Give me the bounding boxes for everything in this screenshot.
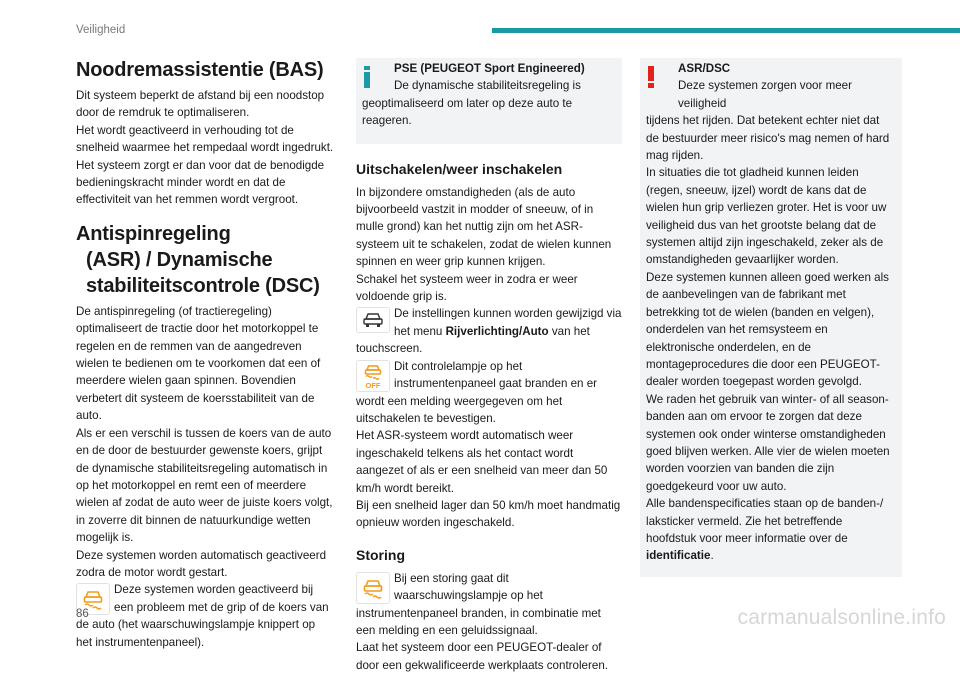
- switch-paragraph-2: Schakel het systeem weer in zodra er weer voldoende grip is.: [356, 272, 578, 304]
- exclamation-icon: [647, 66, 655, 88]
- bas-heading: Noodremassistentie (BAS): [76, 59, 324, 81]
- asr-box-line-1b: tijdens het rijden. Dat betekent echter niet dat de bestuurder meer risico's mag nemen of hard mag rijden.: [646, 114, 890, 163]
- column-3: [640, 58, 902, 577]
- asr-paragraph-2: Als er een verschil is tussen de koers van de auto en de door de bestuurder gewenste koers, grijpt de dynamische stabiliteitsregeling automatisch in op het motorkoppel en remt een of meerdere wielen af zodat de auto weer de juiste koers volgt, in zoverre dit binnen de natuurkundige wetten mogelijk is.: [76, 426, 333, 545]
- fault-paragraph-2: Laat het systeem door een PEUGEOT-dealer of door een gekwalificeerde werkplaats controleren.: [356, 641, 608, 672]
- fault-pictogram-paragraph: [356, 570, 622, 640]
- identification-link-text: identificatie: [646, 549, 711, 563]
- bas-paragraph-1: Dit systeem beperkt de afstand bij een noodstop door de remdruk te optimaliseren.: [76, 89, 325, 120]
- switch-paragraph-3a: De instellingen kunnen worden gewijzigd via het menu: [394, 307, 622, 338]
- pse-info-box: [356, 58, 622, 144]
- asr-heading: [76, 221, 334, 299]
- pse-box-text-b: geoptimaliseerd om later op deze auto te reageren.: [362, 96, 573, 128]
- asr-box-line-2: In situaties die tot gladheid kunnen leiden (regen, sneeuw, ijzel) wordt de kans dat de wielen hun grip verliezen groter. Het is voor uw veiligheid dus van het grootste belang dat de systemen altijd zijn ingeschakeld, zeker als de omstandigheden gevaarlijker worden.: [646, 166, 887, 267]
- asr-heading-line-1: Antispinregeling: [76, 222, 231, 245]
- asr-box-line-5c: .: [710, 549, 714, 563]
- header-accent-bar: [492, 28, 960, 33]
- asr-warning-pictogram-paragraph: [76, 581, 334, 651]
- switch-menu-name: Rijverlichting/Auto: [445, 324, 549, 338]
- asr-paragraph-4: Deze systemen worden geactiveerd bij een probleem met de grip of de koers van de auto (het waarschuwingslampje knippert op het instrumentenpaneel).: [76, 583, 329, 649]
- asr-heading-line-2: (ASR) / Dynamische: [86, 248, 273, 271]
- column-2: [356, 58, 622, 674]
- switch-heading: Uitschakelen/weer inschakelen: [356, 160, 563, 177]
- touchscreen-pictogram-paragraph: [356, 305, 622, 357]
- asr-box-title: ASR/DSC: [678, 62, 731, 75]
- fault-paragraph-1: Bij een storing gaat dit waarschuwingslampje op het instrumentenpaneel branden, in combinatie met een melding en een geluidssignaal.: [356, 571, 601, 637]
- skid-off-icon: [356, 360, 390, 392]
- asr-paragraph-1: De antispinregeling (of tractieregeling) optimaliseert de tractie door het motorkoppel te regelen en de remmen van de aangedreven wielen te bedienen om te voorkomen dat een of meerdere wielen gaan spinnen. Bovendien verbetert dit systeem de koersstabiliteit van de auto.: [76, 304, 321, 423]
- off-label: OFF: [365, 380, 381, 390]
- switch-paragraph-5: Het ASR-systeem wordt automatisch weer ingeschakeld telkens als het contact wordt aangezet of als er een snelheid van meer dan 50 km/h wordt bereikt.: [356, 429, 608, 495]
- watermark: carmanualsonline.info: [737, 606, 946, 629]
- asr-paragraph-3: Deze systemen worden automatisch geactiveerd zodra de motor wordt gestart.: [76, 548, 327, 579]
- bas-paragraph-2: Het wordt geactiveerd in verhouding tot de snelheid waarmee het rempedaal wordt ingedrukt. Het systeem zorgt er dan voor dat de benodigde bedieningskracht minder wordt en dat de effectiviteit van het remmen wordt vergroot.: [76, 123, 334, 207]
- asr-box-line-4: We raden het gebruik van winter- of all season-banden aan om ervoor te zorgen dat deze systemen ook onder winterse omstandigheden goed blijven werken. Alle vier de wielen moeten worden voorzien van banden die zijn goedgekeurd voor uw auto.: [646, 392, 890, 493]
- column-1: [76, 58, 334, 651]
- pse-box-title: PSE (PEUGEOT Sport Engineered): [394, 62, 585, 75]
- section-title: Veiligheid: [76, 24, 126, 36]
- info-icon: [363, 66, 371, 88]
- asr-heading-line-3: stabiliteitscontrole (DSC): [86, 274, 320, 297]
- asr-box-line-5a: Alle bandenspecificaties staan op de banden-/ laksticker vermeld. Zie het betreffende hoofdstuk voor meer informatie over de: [646, 497, 884, 545]
- asr-box-line-1: Deze systemen zorgen voor meer veiligheid: [678, 79, 852, 110]
- asr-dsc-warning-box: [640, 58, 902, 577]
- fault-heading: Storing: [356, 546, 405, 563]
- switch-paragraph-6: Bij een snelheid lager dan 50 km/h moet handmatig opnieuw worden ingeschakeld.: [356, 498, 621, 530]
- switch-paragraph-4: Dit controlelampje op het instrumentenpaneel gaat branden en er wordt een melding weergegeven om het uitschakelen te bevestigen.: [356, 359, 598, 425]
- switch-paragraph-1: In bijzondere omstandigheden (als de auto bijvoorbeeld vastzit in modder of sneeuw, of in mulle grond) kan het nuttig zijn om het ASR-systeem uit te schakelen, zodat de wielen kunnen spinnen en weer grip kunnen krijgen.: [356, 185, 612, 269]
- asr-box-line-3: Deze systemen kunnen alleen goed werken als de aanbevelingen van de fabrikant met betrekking tot de wielen (banden en velgen), onderdelen van het remsysteem en elektronische onderdelen, en de montageprocedures die door een PEUGEOT-dealer worden toegepast worden gevolgd.: [646, 270, 889, 389]
- asr-box-line-5: [646, 495, 892, 565]
- pse-box-text-a: De dynamische stabiliteitsregeling is: [394, 79, 581, 93]
- off-lamp-pictogram-paragraph: [356, 358, 622, 428]
- page-number: 86: [76, 608, 89, 620]
- car-lights-icon: [356, 307, 390, 333]
- skid-warning-icon: [356, 572, 390, 604]
- switch-paragraph-3c: van het touchscreen.: [356, 324, 590, 356]
